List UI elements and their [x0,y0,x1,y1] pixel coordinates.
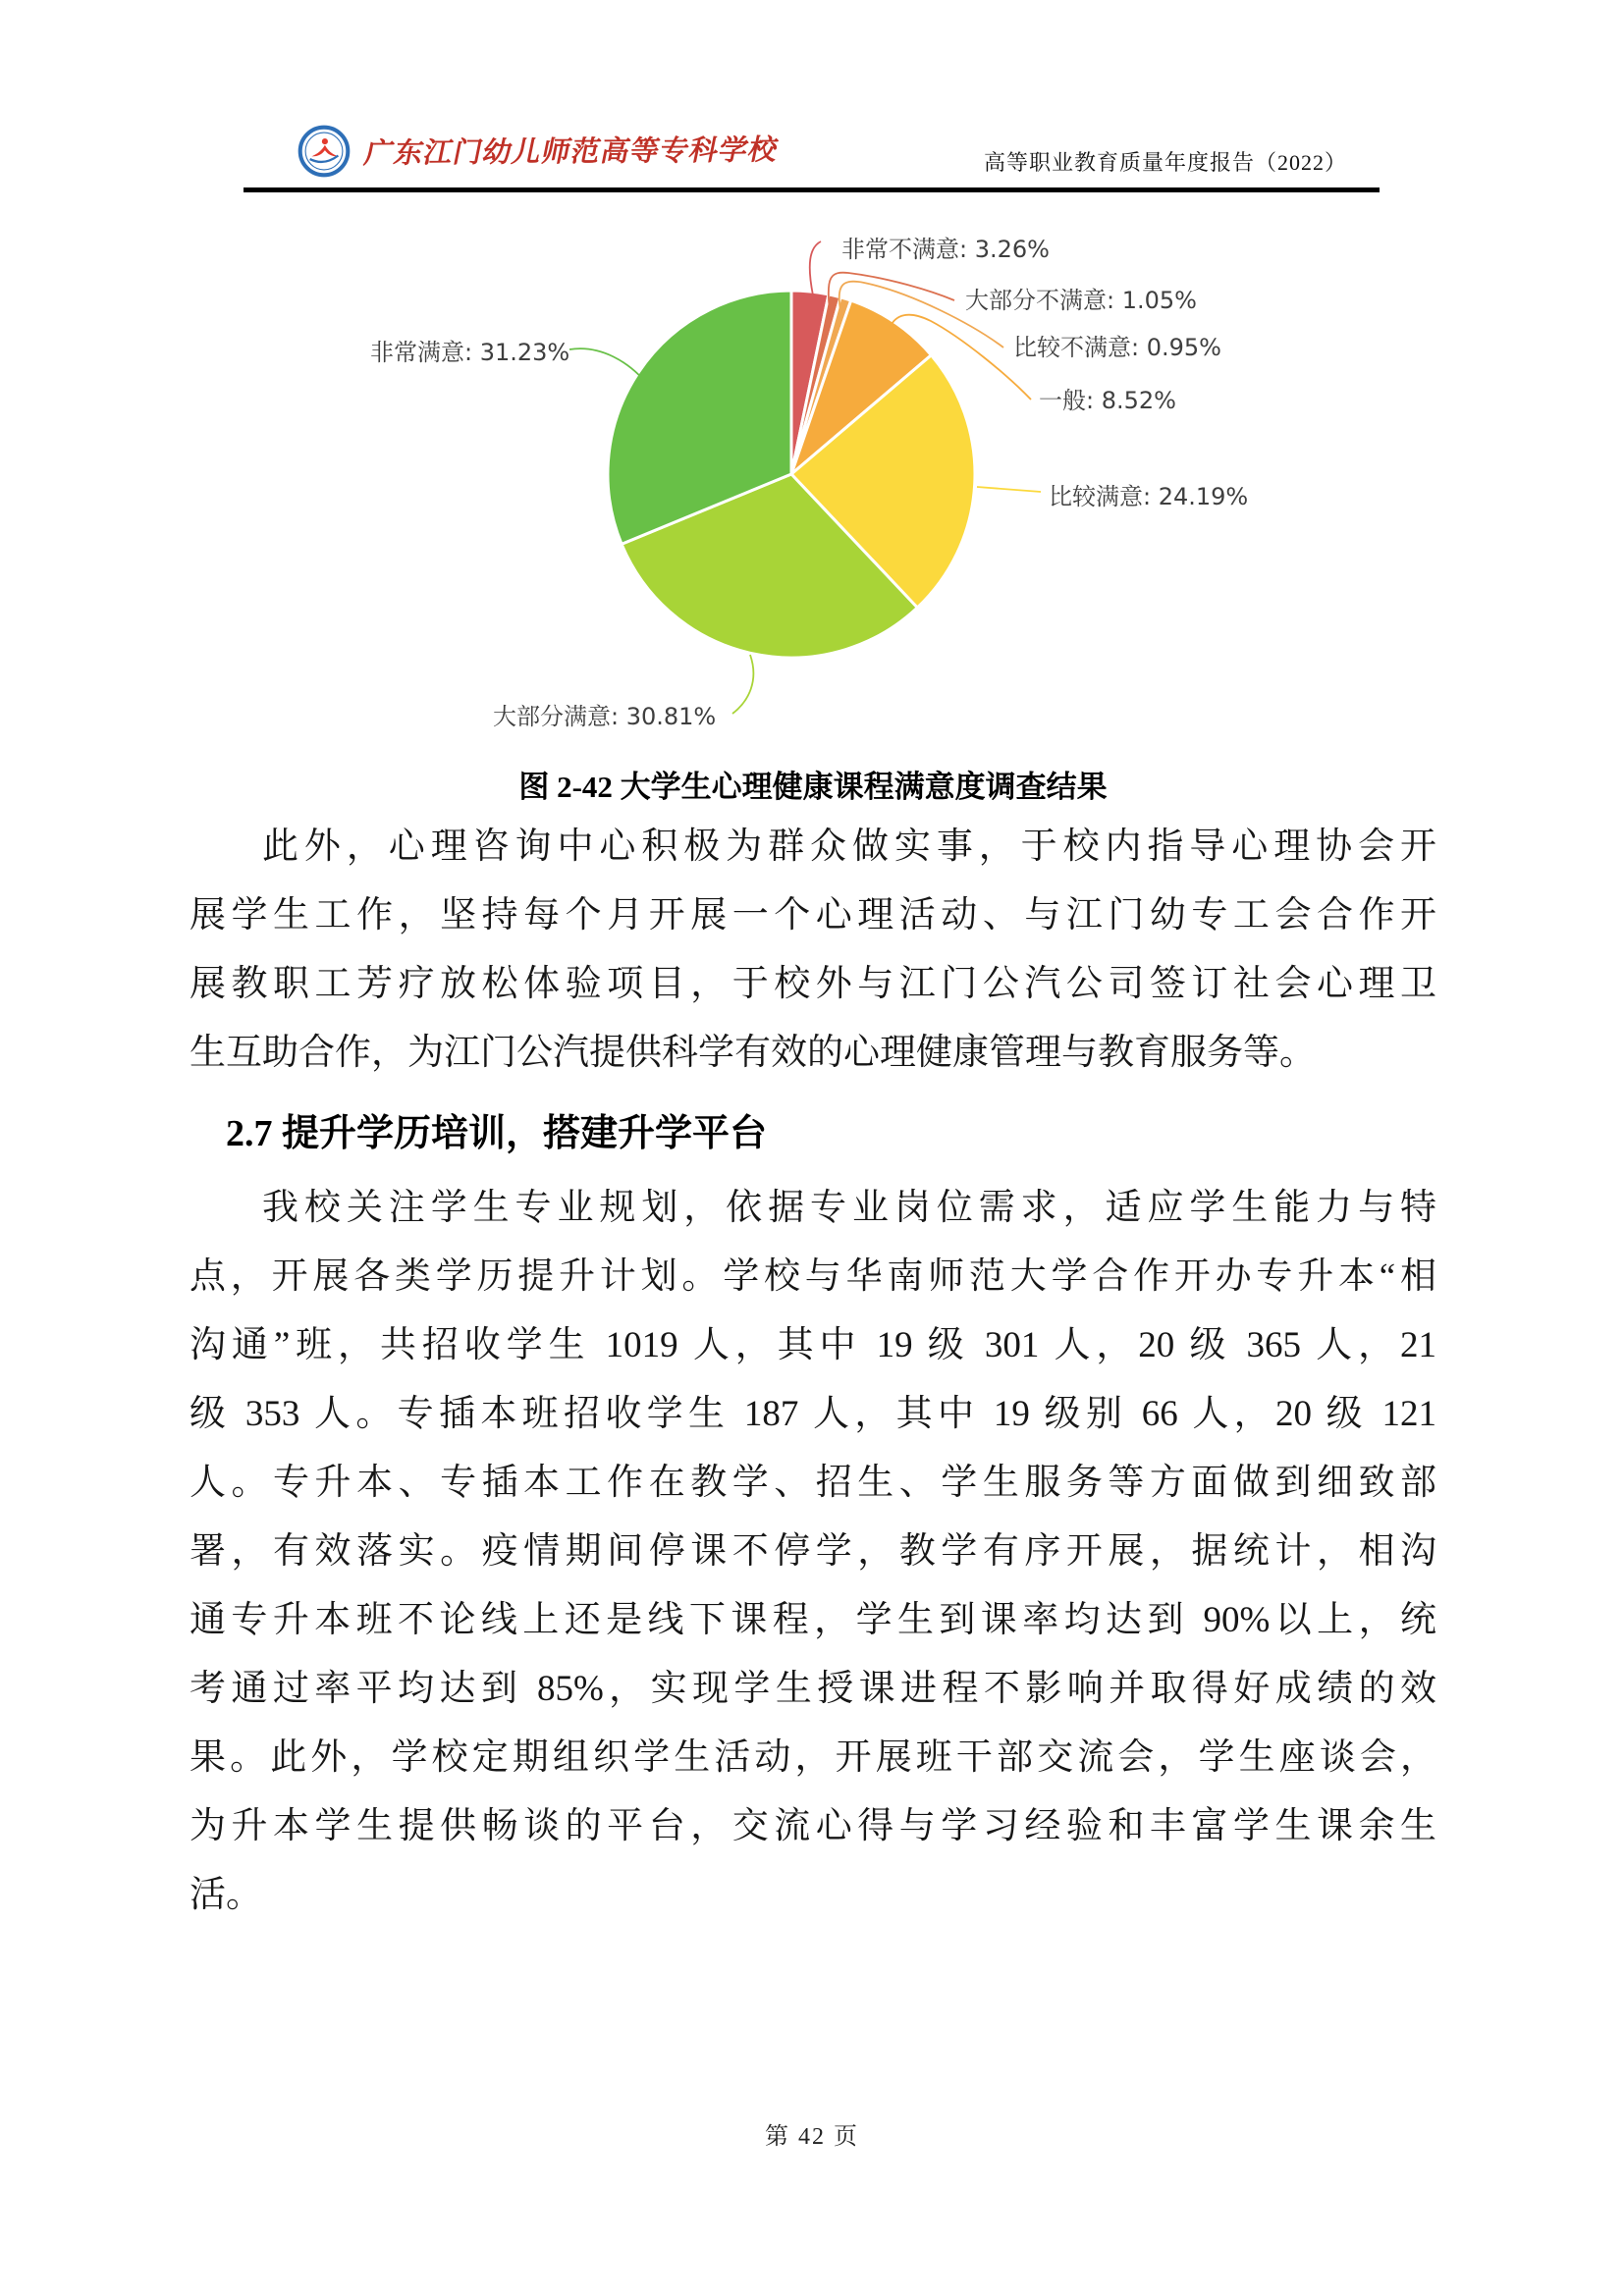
body-text [189,813,1436,1930]
body-line: 考通过率平均达到 85%，实现学生授课进程不影响并取得好成绩的效 [189,1669,1436,1709]
school-name: 广东江门幼儿师范高等专科学校 [361,134,782,170]
pie-label-比较不满意: 比较不满意: 0.95% [1013,334,1221,361]
pie-label-大部分不满意: 大部分不满意: 1.05% [965,287,1197,314]
pie-leader-大部分满意 [732,655,753,714]
pie-label-非常不满意: 非常不满意: 3.26% [841,236,1050,263]
pie-slices [608,291,975,658]
pie-label-大部分满意: 大部分满意: 30.81% [493,703,717,730]
pie-leader-非常不满意 [810,241,821,295]
pie-label-比较满意: 比较满意: 24.19% [1049,483,1249,510]
body-line: 此外，心理咨询中心积极为群众做实事，于校内指导心理协会开 [262,827,1436,867]
page-number: 第 42 页 [765,2124,859,2150]
body-line: 生互助合作，为江门公汽提供科学有效的心理健康管理与教育服务等。 [189,1033,1316,1073]
body-line: 人。专升本、专插本工作在教学、招生、学生服务等方面做到细致部 [189,1463,1436,1503]
body-line: 为升本学生提供畅谈的平台，交流心得与学习经验和丰富学生课余生 [189,1806,1436,1846]
page-footer [0,2116,1624,2151]
body-line: 展学生工作，坚持每个月开展一个心理活动、与江门幼专工会合作开 [189,895,1436,935]
body-line: 活。 [189,1875,262,1915]
satisfaction-pie-chart [177,226,1326,761]
section-heading: 2.7 提升学历培训，搭建升学平台 [226,1113,768,1154]
body-line: 展教职工芳疗放松体验项目，于校外与江门公汽公司签订社会心理卫 [189,964,1436,1004]
paragraph-1 [189,813,1436,1088]
body-line: 级 353 人。专插本班招收学生 187 人，其中 19 级别 66 人，20 级 121 [189,1394,1436,1434]
pie-leader-比较满意 [977,487,1041,492]
header-rule [244,187,1380,192]
figure-caption: 图 2-42 大学生心理健康课程满意度调查结果 [518,770,1108,804]
school-logo-icon [298,125,351,178]
body-line: 点，开展各类学历提升计划。学校与华南师范大学合作开办专升本“相 [189,1256,1436,1297]
body-line: 果。此外，学校定期组织学生活动，开展班干部交流会，学生座谈会， [189,1737,1436,1778]
body-line: 署，有效落实。疫情期间停课不停学，教学有序开展，据统计，相沟 [189,1531,1436,1572]
body-line: 通专升本班不论线上还是线下课程，学生到课率均达到 90%以上，统 [189,1600,1436,1640]
pie-label-一般: 一般: 8.52% [1039,387,1176,414]
pie-label-非常满意: 非常满意: 31.23% [370,339,570,366]
body-line: 沟通”班，共招收学生 1019 人，其中 19 级 301 人，20 级 365 人，21 [189,1325,1436,1365]
body-line: 我校关注学生专业规划，依据专业岗位需求，适应学生能力与特 [262,1188,1436,1228]
paragraph-2 [189,1174,1436,1930]
report-title: 高等职业教育质量年度报告（2022） [983,150,1347,175]
